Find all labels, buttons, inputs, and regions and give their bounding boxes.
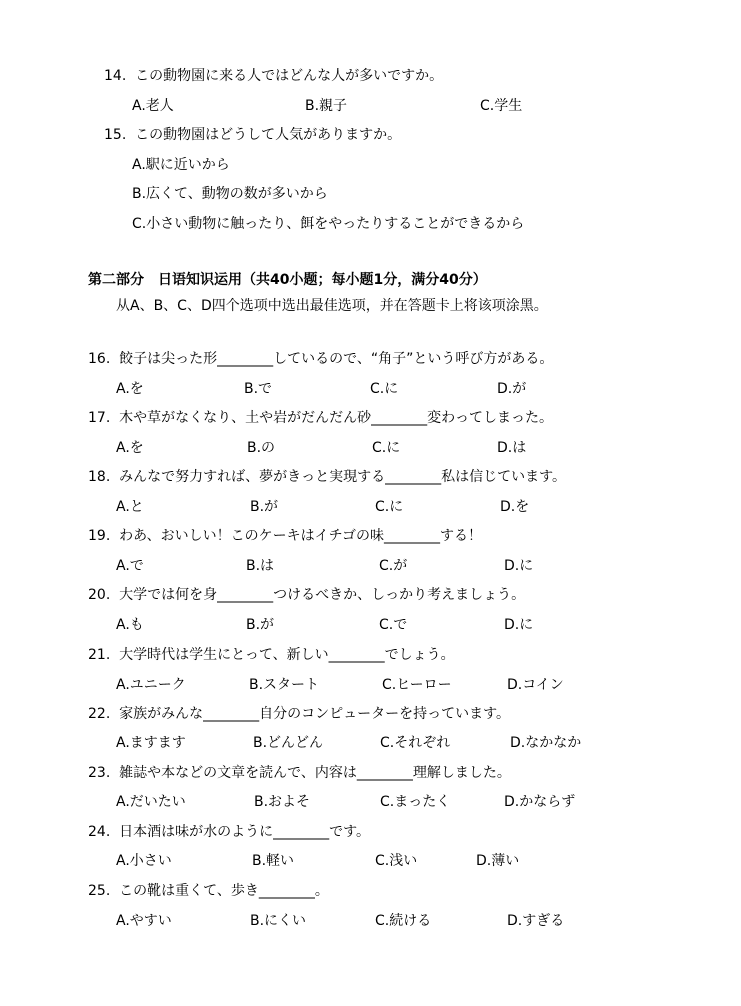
question-number: 25.: [88, 883, 111, 899]
question-number: 14.: [104, 68, 127, 84]
question-24: [88, 823, 370, 841]
question-text: 木や草がなくなり、土や岩がだんだん砂________変わってしまった。: [119, 410, 554, 426]
option-c: C.に: [375, 499, 404, 515]
question-15: [104, 126, 401, 144]
option-a: A.ますます: [116, 735, 186, 751]
question-text: 餃子は尖った形________しているので、“角子”という呼び方がある。: [119, 351, 554, 367]
question-number: 22.: [88, 706, 111, 722]
option-c: C.学生: [480, 98, 523, 114]
option-c: C.で: [379, 617, 408, 633]
option-b: B.どんどん: [253, 735, 324, 751]
option-d: D.なかなか: [510, 735, 582, 751]
question-22: [88, 705, 510, 723]
option-a: A.駅に近いから: [132, 157, 230, 173]
question-number: 20.: [88, 587, 111, 603]
option-c: C.小さい動物に触ったり、餌をやったりすることができるから: [132, 216, 525, 232]
option-b: B.が: [246, 617, 275, 633]
option-a: A.も: [116, 617, 144, 633]
option-c: C.まったく: [380, 794, 451, 810]
section-instruction: 从A、B、C、D四个选项中选出最佳选项，并在答题卡上将该项涂黑。: [116, 298, 548, 314]
question-text: わあ、おいしい！このケーキはイチゴの味________する！: [119, 528, 483, 544]
question-text: 大学では何を身________つけるべきか、しっかり考えましょう。: [119, 587, 526, 603]
question-text: この靴は重くて、歩き________。: [119, 883, 329, 899]
option-c: C.に: [370, 381, 399, 397]
question-number: 19.: [88, 528, 111, 544]
question-text: この動物園に来る人ではどんな人が多いですか。: [135, 68, 444, 84]
option-b: B.で: [244, 381, 273, 397]
option-d: D.薄い: [476, 853, 520, 869]
option-a: A.で: [116, 558, 144, 574]
question-number: 23.: [88, 765, 111, 781]
option-c: C.ヒーロー: [382, 677, 452, 693]
question-text: 大学時代は学生にとって、新しい________でしょう。: [119, 647, 455, 663]
option-a: A.小さい: [116, 853, 172, 869]
option-d: D.は: [497, 440, 527, 456]
question-number: 16.: [88, 351, 111, 367]
option-a: A.ユニーク: [116, 677, 186, 693]
question-number: 24.: [88, 824, 111, 840]
option-b: B.にくい: [250, 913, 307, 929]
question-18: [88, 468, 566, 486]
option-b: B.およそ: [254, 794, 311, 810]
question-17: [88, 409, 553, 427]
option-d: D.コイン: [507, 677, 564, 693]
option-d: D.かならず: [504, 794, 576, 810]
option-a: A.だいたい: [116, 794, 186, 810]
question-text: みんなで努力すれば、夢がきっと実現する________私は信じています。: [119, 469, 567, 485]
option-a: A.を: [116, 381, 144, 397]
option-a: A.と: [116, 499, 144, 515]
option-a: A.を: [116, 440, 144, 456]
option-c: C.が: [379, 558, 408, 574]
question-text: 日本酒は味が水のように________です。: [119, 824, 371, 840]
question-number: 15.: [104, 127, 127, 143]
option-b: B.広くて、動物の数が多いから: [132, 186, 328, 202]
option-d: D.に: [504, 617, 534, 633]
question-text: 家族がみんな________自分のコンピューターを持っています。: [119, 706, 511, 722]
option-d: D.が: [497, 381, 527, 397]
question-number: 21.: [88, 647, 111, 663]
option-a: A.老人: [132, 98, 174, 114]
option-b: B.軽い: [252, 853, 295, 869]
question-number: 17.: [88, 410, 111, 426]
option-c: C.それぞれ: [380, 735, 451, 751]
question-number: 18.: [88, 469, 111, 485]
question-19: [88, 527, 482, 545]
section-title: 第二部分 日语知识运用（共40小题；每小题1分，满分40分）: [88, 272, 487, 288]
question-14: [104, 67, 443, 85]
option-b: B.は: [246, 558, 275, 574]
option-b: B.の: [247, 440, 276, 456]
option-d: D.に: [504, 558, 534, 574]
option-d: D.すぎる: [507, 913, 565, 929]
question-23: [88, 764, 511, 782]
question-20: [88, 586, 525, 604]
option-a: A.やすい: [116, 913, 172, 929]
question-21: [88, 646, 455, 664]
question-text: 雑誌や本などの文章を読んで、内容は________理解しました。: [119, 765, 511, 781]
option-c: C.続ける: [375, 913, 432, 929]
option-d: D.を: [500, 499, 530, 515]
question-text: この動物園はどうして人気がありますか。: [135, 127, 402, 143]
option-b: B.スタート: [249, 677, 320, 693]
option-b: B.が: [250, 499, 279, 515]
option-b: B.親子: [305, 98, 348, 114]
question-25: [88, 882, 329, 900]
option-c: C.に: [372, 440, 401, 456]
option-c: C.浅い: [375, 853, 418, 869]
question-16: [88, 350, 553, 368]
